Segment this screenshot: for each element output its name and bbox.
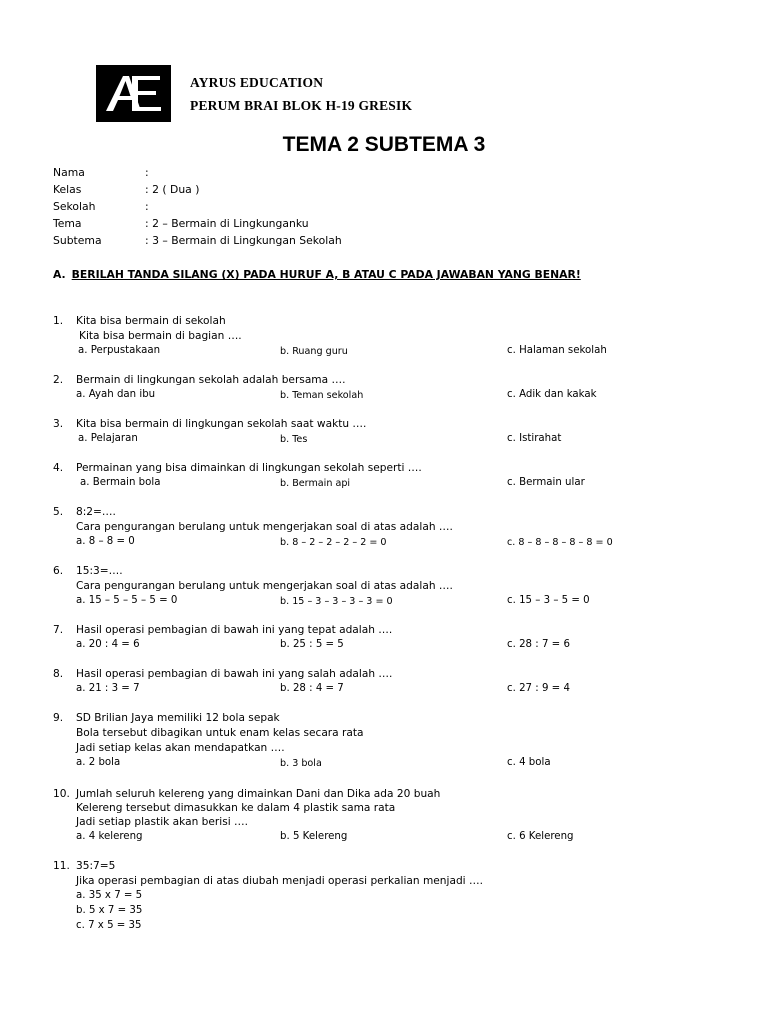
- option-c[interactable]: c. Halaman sekolah: [507, 345, 607, 356]
- school-name: AYRUS EDUCATION: [190, 75, 324, 90]
- option-c[interactable]: c. 27 : 9 = 4: [507, 683, 570, 694]
- question-number: 10.: [53, 788, 70, 800]
- question-text: Hasil operasi pembagian di bawah ini yang tepat adalah ….: [76, 624, 393, 636]
- option-a[interactable]: a. Pelajaran: [78, 433, 138, 444]
- question-number: 2.: [53, 374, 64, 386]
- option-a[interactable]: a. 35 x 7 = 5: [76, 890, 143, 901]
- question-number: 3.: [53, 418, 64, 430]
- option-a[interactable]: a. 20 : 4 = 6: [76, 639, 140, 650]
- option-c[interactable]: c. 4 bola: [507, 757, 551, 768]
- question-text: Bermain di lingkungan sekolah adalah bersama ….: [76, 374, 346, 386]
- option-b[interactable]: b. Bermain api: [280, 478, 351, 489]
- question-number: 9.: [53, 712, 64, 724]
- question-number: 1.: [53, 315, 64, 327]
- logo: [96, 65, 171, 122]
- page-title: TEMA 2 SUBTEMA 3: [282, 133, 486, 156]
- option-a[interactable]: a. 15 – 5 – 5 – 5 = 0: [76, 595, 178, 606]
- question-text: Kelereng tersebut dimasukkan ke dalam 4 plastik sama rata: [76, 802, 396, 814]
- question-text: 15:3=….: [76, 565, 123, 577]
- option-c[interactable]: c. 15 – 3 – 5 = 0: [507, 595, 590, 606]
- info-value: : 3 – Bermain di Lingkungan Sekolah: [145, 234, 342, 247]
- option-b[interactable]: b. 28 : 4 = 7: [280, 683, 344, 694]
- question-number: 7.: [53, 624, 64, 636]
- option-b[interactable]: b. Teman sekolah: [280, 390, 364, 401]
- option-a[interactable]: a. Ayah dan ibu: [76, 389, 156, 400]
- question-text: Kita bisa bermain di sekolah: [76, 315, 226, 327]
- option-b[interactable]: b. 15 – 3 – 3 – 3 – 3 = 0: [280, 596, 393, 607]
- question-number: 4.: [53, 462, 64, 474]
- ae-logo-mark: [96, 65, 171, 122]
- question-number: 6.: [53, 565, 64, 577]
- option-a[interactable]: a. 21 : 3 = 7: [76, 683, 140, 694]
- option-a[interactable]: a. 8 – 8 = 0: [76, 536, 135, 547]
- info-value: : 2 ( Dua ): [145, 183, 200, 196]
- info-label: Sekolah: [53, 200, 96, 213]
- option-a[interactable]: a. Perpustakaan: [78, 345, 161, 356]
- section-instruction: [53, 268, 581, 281]
- question-number: 8.: [53, 668, 64, 680]
- option-c[interactable]: c. Bermain ular: [507, 477, 585, 488]
- info-label: Kelas: [53, 183, 82, 196]
- option-b[interactable]: b. Tes: [280, 434, 308, 445]
- info-label: Subtema: [53, 234, 102, 247]
- question-text: Kita bisa bermain di lingkungan sekolah saat waktu ….: [76, 418, 367, 430]
- question-text: Permainan yang bisa dimainkan di lingkungan sekolah seperti ….: [76, 462, 422, 474]
- instruction-text: BERILAH TANDA SILANG (X) PADA HURUF A, B ATAU C PADA JAWABAN YANG BENAR!: [71, 268, 581, 281]
- option-c[interactable]: c. 28 : 7 = 6: [507, 639, 570, 650]
- info-value: :: [145, 166, 149, 179]
- question-text: 35:7=5: [76, 860, 116, 872]
- info-label: Tema: [53, 217, 82, 230]
- question-text: Kita bisa bermain di bagian ….: [79, 330, 242, 342]
- question-text: Jika operasi pembagian di atas diubah menjadi operasi perkalian menjadi ….: [76, 875, 483, 887]
- option-b[interactable]: b. 25 : 5 = 5: [280, 639, 344, 650]
- option-c[interactable]: c. Adik dan kakak: [507, 389, 597, 400]
- question-text: Jadi setiap plastik akan berisi ….: [76, 816, 248, 828]
- question-text: SD Brilian Jaya memiliki 12 bola sepak: [76, 712, 280, 724]
- info-value: : 2 – Bermain di Lingkunganku: [145, 217, 309, 230]
- option-c[interactable]: c. 6 Kelereng: [507, 831, 574, 842]
- info-label: Nama: [53, 166, 85, 179]
- school-address: PERUM BRAI BLOK H-19 GRESIK: [190, 98, 413, 113]
- section-letter: A.: [53, 268, 66, 281]
- question-text: Cara pengurangan berulang untuk mengerjakan soal di atas adalah ….: [76, 521, 453, 533]
- question-text: Jadi setiap kelas akan mendapatkan ….: [76, 742, 285, 754]
- option-b[interactable]: b. 5 Kelereng: [280, 831, 348, 842]
- option-c[interactable]: c. 8 – 8 – 8 – 8 – 8 = 0: [507, 537, 613, 548]
- question-text: Bola tersebut dibagikan untuk enam kelas secara rata: [76, 727, 364, 739]
- info-value: :: [145, 200, 149, 213]
- question-number: 5.: [53, 506, 64, 518]
- question-number: 11.: [53, 860, 70, 872]
- option-c[interactable]: c. 7 x 5 = 35: [76, 920, 142, 931]
- option-a[interactable]: a. 2 bola: [76, 757, 121, 768]
- question-text: Jumlah seluruh kelereng yang dimainkan Dani dan Dika ada 20 buah: [76, 788, 441, 800]
- option-a[interactable]: a. Bermain bola: [80, 477, 161, 488]
- question-text: Cara pengurangan berulang untuk mengerjakan soal di atas adalah ….: [76, 580, 453, 592]
- option-b[interactable]: b. 5 x 7 = 35: [76, 905, 143, 916]
- option-b[interactable]: b. 3 bola: [280, 758, 322, 769]
- question-text: Hasil operasi pembagian di bawah ini yang salah adalah ….: [76, 668, 393, 680]
- option-b[interactable]: b. Ruang guru: [280, 346, 348, 357]
- option-c[interactable]: c. Istirahat: [507, 433, 562, 444]
- question-text: 8:2=….: [76, 506, 116, 518]
- option-a[interactable]: a. 4 kelereng: [76, 831, 143, 842]
- option-b[interactable]: b. 8 – 2 – 2 – 2 – 2 = 0: [280, 537, 387, 548]
